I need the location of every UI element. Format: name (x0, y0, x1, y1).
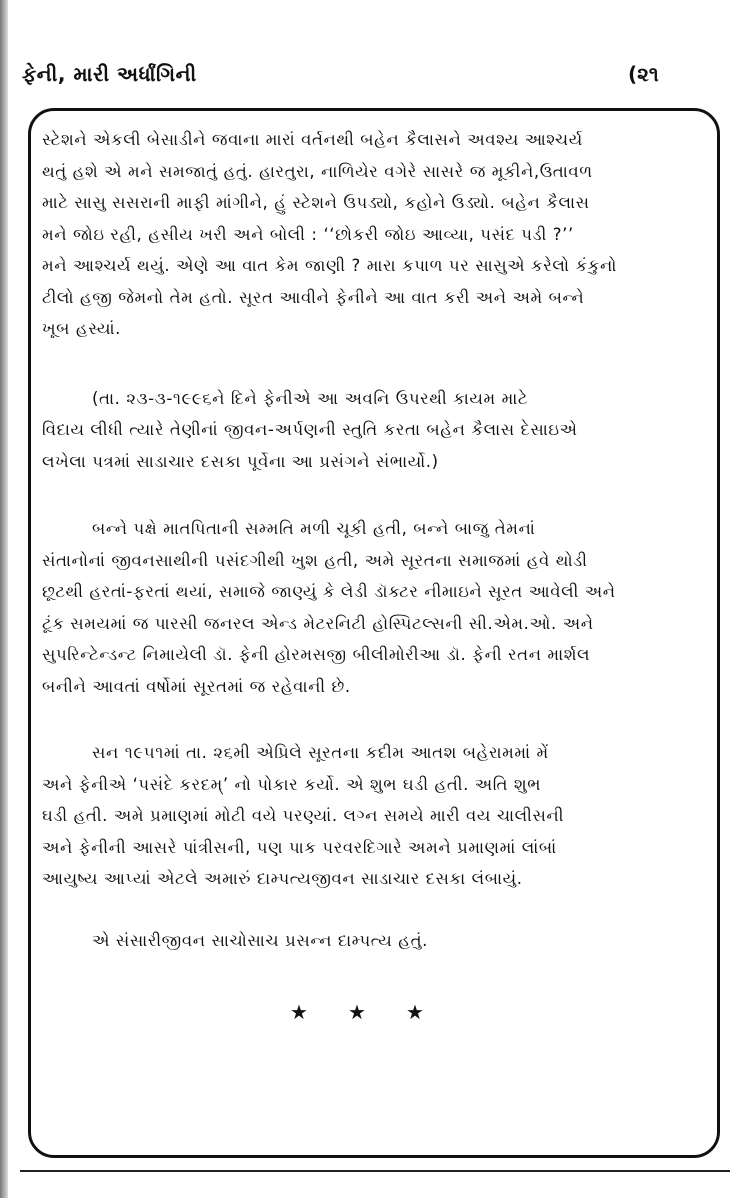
text-line: મને આશ્ચર્ય થયું. એણે આ વાત કેમ જાણી ? મારા કપાળ પર સાસુએ કરેલો કંકુનો (42, 256, 617, 275)
paragraph-3 (42, 513, 692, 702)
text-line: અને ફેનીની આસરે પાંત્રીસની, પણ પાક પરવરદિગારે અમને પ્રમાણમાં લાંબાં (42, 837, 557, 857)
star-icon: ★ (348, 1000, 366, 1024)
text-line: વિદાય લીધી ત્યારે તેણીનાં જીવન-અર્પણની સ્તુતિ કરતા બહેન કૈલાસ દેસાઇએ (42, 420, 578, 439)
paragraph-5 (42, 925, 692, 957)
text-line: માટે સાસુ સસરાની માફી માંગીને, હું સ્ટેશને ઉપડ્યો, કહોને ઉડ્યો. બહેન કૈલાસ (42, 193, 590, 212)
text-line: મને જોઇ રહી, હસીય ખરી અને બોલી : ‘‘છોકરી જોઇ આવ્યા, પસંદ પડી ?’’ (42, 224, 574, 244)
text-line: ખૂબ હસ્યાં. (42, 319, 121, 338)
text-line: સંતાનોનાં જીવનસાથીની પસંદગીથી ખુશ હતી, અમે સૂરતના સમાજમાં હવે થોડી (42, 550, 588, 570)
text-line: છૂટથી હરતાં-ફરતાં થયાં, સમાજે જાણ્યું કે લેડી ડૉક્ટર નીમાઇને સૂરત આવેલી અને (42, 582, 616, 601)
running-header-title: ફેની, મારી અર્ધાંગિની (22, 62, 197, 86)
paragraph-1 (42, 124, 692, 345)
text-line: ટીલો હજી જેમનો તેમ હતો. સૂરત આવીને ફેનીને આ વાત કરી અને અમે બન્ને (42, 287, 585, 307)
text-line: બનીને આવતાં વર્ષોમાં સૂરતમાં જ રહેવાની છે. (42, 676, 351, 696)
paragraph-2-quotation-note (42, 383, 692, 478)
text-line: (તા. ૨૩-૩-૧૯૯૬ને દિને ફેનીએ આ અવનિ ઉપરથી કાયમ માટે (92, 388, 529, 408)
bottom-rule (20, 1170, 730, 1172)
page-spine-shadow (0, 0, 8, 1198)
page-number: (૨૧ (628, 62, 659, 86)
star-icon: ★ (290, 1000, 308, 1024)
paragraph-4 (42, 737, 692, 895)
text-line: ઘડી હતી. અમે પ્રમાણમાં મોટી વયે પરણ્યાં. લગ્ન સમયે મારી વય ચાલીસની (42, 806, 565, 825)
text-line: સ્ટેશને એકલી બેસાડીને જવાના મારાં વર્તનથી બહેન કૈલાસને અવશ્ય આશ્ચર્ય (42, 130, 583, 149)
text-line: ટૂંક સમયમાં જ પારસી જનરલ એન્ડ મેટરનિટી હોસ્પિટલ્સની સી.એમ.ઓ. અને (42, 613, 594, 633)
text-line: સન ૧૯૫૧માં તા. ૨૬મી એપ્રિલે સૂરતના કદીમ આતશ બહેરામમાં મેં (92, 743, 549, 762)
body-text (42, 124, 692, 956)
text-line: બન્ને પક્ષે માતપિતાની સમ્મતિ મળી ચૂકી હતી, બન્ને બાજુ તેમનાં (92, 519, 536, 538)
star-icon: ★ (406, 1000, 424, 1024)
text-line: થતું હશે એ મને સમજાતું હતું. હારતુરા, નાળિયેર વગેરે સાસરે જ મૂકીને,ઉતાવળ (42, 161, 593, 181)
section-ornament-stars (290, 1000, 464, 1024)
text-line: સુપરિન્ટેન્ડન્ટ નિમાયેલી ડૉ. ફેની હોરમસજી બીલીમોરીઆ ડૉ. ફેની રતન માર્શલ (42, 645, 591, 664)
text-line: આયુષ્ય આપ્યાં એટલે અમારું દામ્પત્યજીવન સાડાચાર દસકા લંબાયું. (42, 869, 523, 888)
text-line: એ સંસારીજીવન સાચોસાચ પ્રસન્ન દામ્પત્ય હતું. (92, 930, 428, 950)
text-line: લખેલા પત્રમાં સાડાચાર દસકા પૂર્વેના આ પ્રસંગને સંભાર્યો.) (42, 451, 439, 471)
text-line: અને ફેનીએ ‘પસંદે કરદમ્’ નો પોકાર કર્યો. એ શુભ ઘડી હતી. અતિ શુભ (42, 774, 542, 794)
